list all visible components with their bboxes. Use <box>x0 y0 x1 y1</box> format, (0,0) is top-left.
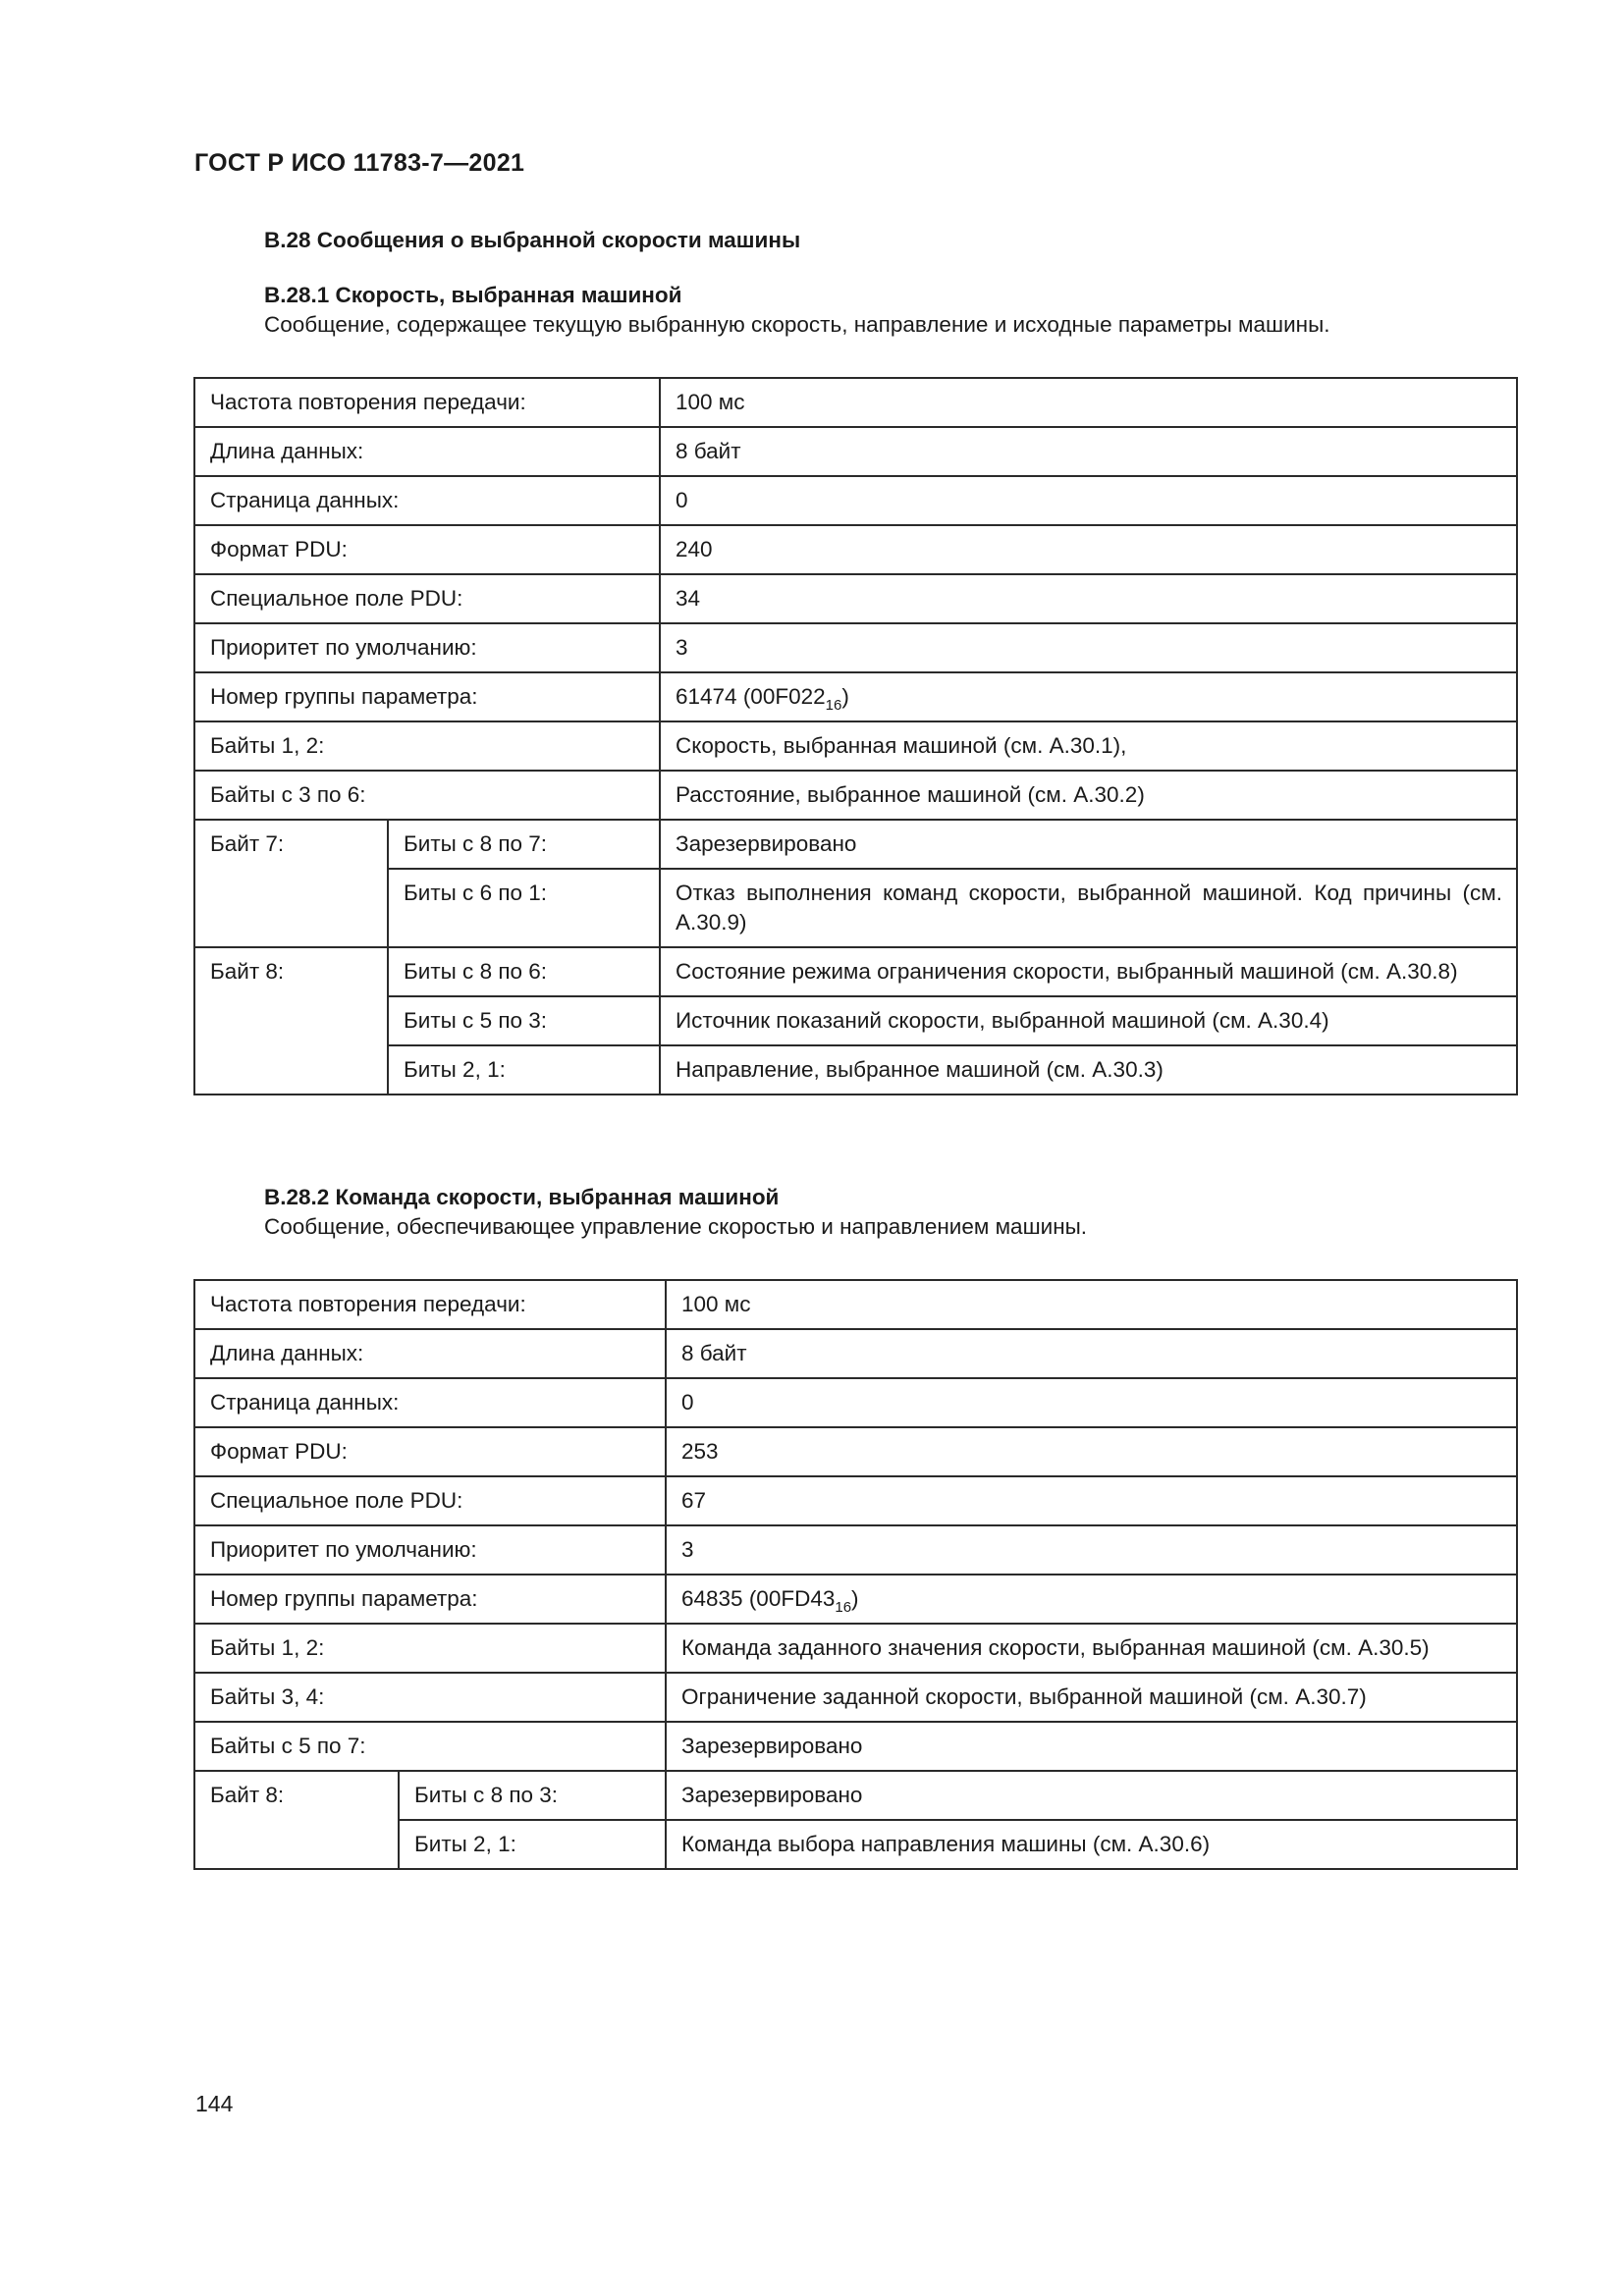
row-value: 67 <box>666 1476 1517 1525</box>
byte-label: Байт 8: <box>194 947 388 1095</box>
row-value: 3 <box>666 1525 1517 1575</box>
bits-value: Зарезервировано <box>666 1771 1517 1820</box>
row-value-pgn <box>660 672 1517 721</box>
row-value: 3 <box>660 623 1517 672</box>
row-value: 100 мс <box>660 378 1517 427</box>
row-label: Специальное поле PDU: <box>194 574 660 623</box>
row-value: Расстояние, выбранное машиной (см. А.30.2) <box>660 771 1517 820</box>
row-value: 0 <box>666 1378 1517 1427</box>
subsection-2-description: Сообщение, обеспечивающее управление скоростью и направлением машины. <box>264 1214 1088 1239</box>
spec-table-1 <box>193 377 1518 1095</box>
pgn-close: ) <box>851 1586 859 1611</box>
pgn-number: 61474 (00F022 <box>676 684 826 709</box>
table-row <box>194 623 1517 672</box>
document-code: ГОСТ Р ИСО 11783-7—2021 <box>194 149 525 177</box>
table-row <box>194 1329 1517 1378</box>
table-row <box>194 476 1517 525</box>
row-label: Байты с 3 по 6: <box>194 771 660 820</box>
bits-value: Направление, выбранное машиной (см. А.30.3) <box>660 1045 1517 1095</box>
row-value: Зарезервировано <box>666 1722 1517 1771</box>
row-label: Формат PDU: <box>194 1427 666 1476</box>
bits-value: Команда выбора направления машины (см. А.30.6) <box>666 1820 1517 1869</box>
table-row <box>194 1525 1517 1575</box>
table-row <box>194 1624 1517 1673</box>
bits-label: Биты с 6 по 1: <box>388 869 660 947</box>
row-value: 34 <box>660 574 1517 623</box>
subsection-1-title: B.28.1 Скорость, выбранная машиной <box>264 283 682 307</box>
bits-value: Источник показаний скорости, выбранной машиной (см. А.30.4) <box>660 996 1517 1045</box>
table-row <box>194 771 1517 820</box>
table-row <box>194 1722 1517 1771</box>
table-row <box>194 1476 1517 1525</box>
row-label: Приоритет по умолчанию: <box>194 1525 666 1575</box>
spec-table-2 <box>193 1279 1518 1870</box>
pgn-close: ) <box>841 684 849 709</box>
row-label: Байты с 5 по 7: <box>194 1722 666 1771</box>
row-value: 0 <box>660 476 1517 525</box>
bits-label: Биты 2, 1: <box>388 1045 660 1095</box>
subsection-2-title: B.28.2 Команда скорости, выбранная машиной <box>264 1185 780 1209</box>
row-label: Частота повторения передачи: <box>194 378 660 427</box>
table-row <box>194 378 1517 427</box>
row-label: Номер группы параметра: <box>194 672 660 721</box>
row-label: Длина данных: <box>194 427 660 476</box>
table-row <box>194 1771 1517 1820</box>
table-row <box>194 869 1517 947</box>
table-row <box>194 820 1517 869</box>
row-label: Номер группы параметра: <box>194 1575 666 1624</box>
row-label: Приоритет по умолчанию: <box>194 623 660 672</box>
row-label: Страница данных: <box>194 1378 666 1427</box>
table-row <box>194 996 1517 1045</box>
row-label: Частота повторения передачи: <box>194 1280 666 1329</box>
table-row <box>194 1575 1517 1624</box>
row-label: Страница данных: <box>194 476 660 525</box>
page-number: 144 <box>195 2091 234 2116</box>
table-row <box>194 1045 1517 1095</box>
row-value: 240 <box>660 525 1517 574</box>
row-value: 8 байт <box>660 427 1517 476</box>
table-row <box>194 574 1517 623</box>
table-row <box>194 1378 1517 1427</box>
table-row <box>194 1280 1517 1329</box>
bits-value: Отказ выполнения команд скорости, выбранной машиной. Код причины (см. А.30.9) <box>660 869 1517 947</box>
bits-label: Биты с 5 по 3: <box>388 996 660 1045</box>
bits-value: Зарезервировано <box>660 820 1517 869</box>
row-value: Ограничение заданной скорости, выбранной машиной (см. А.30.7) <box>666 1673 1517 1722</box>
row-label: Байты 3, 4: <box>194 1673 666 1722</box>
row-label: Байты 1, 2: <box>194 721 660 771</box>
bits-value: Состояние режима ограничения скорости, выбранный машиной (см. А.30.8) <box>660 947 1517 996</box>
table-row <box>194 672 1517 721</box>
hex-subscript: 16 <box>825 697 842 714</box>
row-label: Длина данных: <box>194 1329 666 1378</box>
table-row <box>194 721 1517 771</box>
table-row <box>194 525 1517 574</box>
row-value: 100 мс <box>666 1280 1517 1329</box>
row-label: Байты 1, 2: <box>194 1624 666 1673</box>
bits-label: Биты с 8 по 3: <box>399 1771 666 1820</box>
row-label: Специальное поле PDU: <box>194 1476 666 1525</box>
hex-subscript: 16 <box>835 1599 852 1616</box>
row-value: 253 <box>666 1427 1517 1476</box>
table-row <box>194 1673 1517 1722</box>
bits-label: Биты с 8 по 7: <box>388 820 660 869</box>
row-value: Команда заданного значения скорости, выбранная машиной (см. А.30.5) <box>666 1624 1517 1673</box>
row-label: Формат PDU: <box>194 525 660 574</box>
bits-label: Биты с 8 по 6: <box>388 947 660 996</box>
section-title: B.28 Сообщения о выбранной скорости машины <box>264 228 801 252</box>
table-row <box>194 947 1517 996</box>
table-row <box>194 1427 1517 1476</box>
row-value-pgn <box>666 1575 1517 1624</box>
byte-label: Байт 8: <box>194 1771 399 1869</box>
row-value: 8 байт <box>666 1329 1517 1378</box>
bits-label: Биты 2, 1: <box>399 1820 666 1869</box>
row-value: Скорость, выбранная машиной (см. А.30.1), <box>660 721 1517 771</box>
table-row <box>194 427 1517 476</box>
pgn-number: 64835 (00FD43 <box>681 1586 836 1611</box>
subsection-1-description: Сообщение, содержащее текущую выбранную скорость, направление и исходные параметры машины. <box>264 312 1330 337</box>
byte-label: Байт 7: <box>194 820 388 947</box>
